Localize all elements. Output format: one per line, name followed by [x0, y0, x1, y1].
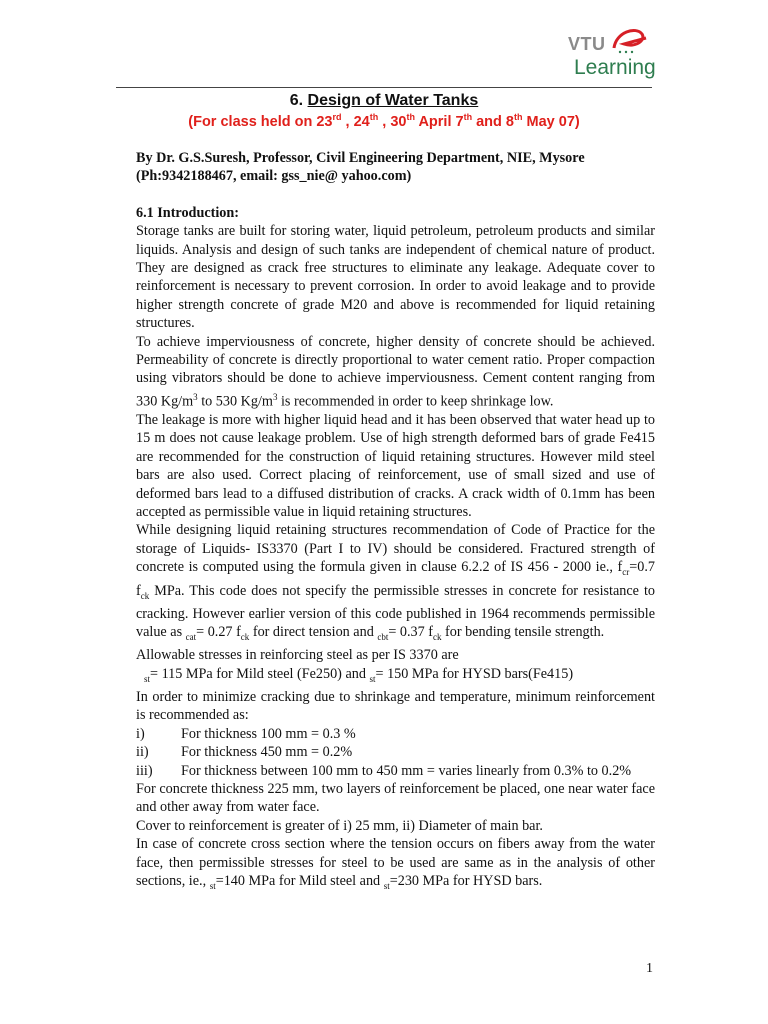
chapter-number: 6. — [289, 92, 304, 109]
paragraph-code-of-practice: While designing liquid retaining structures recommendation of Code of Practice for the storage of Liquids- IS3370 (Part I to IV) should be considered. Fractured strength of concrete is computed using the formula given in clause 6.2.2 of IS 456 - 2000 ie., $f_{cr}=0.7$ $f_{ck}$ MPa. This code does not specify the permissible stresses in concrete for resistance to cracking. However earlier version of this code published in 1964 recommends permissible value as $_{cat}$= 0.27 $f_{ck}$ for direct tension and $_{cbt}$= 0.37 $f_{ck}$ for bending tensile strength. — [136, 522, 655, 642]
chapter-title — [0, 92, 768, 110]
logo-vtu-text: VTU — [568, 34, 606, 54]
list-item: i) For thickness 100 mm = 0.3 % — [136, 725, 356, 742]
paragraph-two-layers: For concrete thickness 225 mm, two layers of reinforcement be placed, one near water face and other away from water face. — [136, 781, 655, 816]
paragraph-min-reinforcement: In order to minimize cracking due to shrinkage and temperature, minimum reinforcement is recommended as: — [136, 689, 655, 724]
chapter-title-text: Design of Water Tanks — [307, 92, 479, 109]
document-body — [136, 149, 655, 895]
paragraph-allowable-stresses: Allowable stresses in reinforcing steel as per IS 3370 are — [136, 647, 459, 664]
page-number: 1 — [646, 961, 653, 976]
contact-line: (Ph:9342188467, email: gss_nie@ yahoo.com) — [136, 168, 412, 185]
paragraph-tension-fibers: In case of concrete cross section where the tension occurs on fibers away from the water face, then permissible stresses for steel to be used are same as in the analysis of other sections, ie., $_{st}$=140 MPa for Mild steel and $_{st}$=230 MPa for HYSD bars. — [136, 836, 655, 891]
paragraph-imperviousness: To achieve imperviousness of concrete, higher density of concrete should be achieved. Permeability of concrete is directly proportional to water cement ratio. Proper compaction using vibrators should be done to achieve imperviousness. Cement content ranging from 330 $Kg/m^3$ to 530 $Kg/m^3$ is recommended in order to keep shrinkage low. — [136, 333, 655, 410]
paragraph-leakage: The leakage is more with higher liquid head and it has been observed that water head up to 15 m does not cause leakage problem. Use of high strength deformed bars of grade Fe415 are recommended for the construction of liquid retaining structures. However mild steel bars are also used. Correct placing of reinforcement, use of small sized and use of deformed bars lead to a diffused distribution of cracks. A crack width of 0.1mm has been accepted as permissible value in liquid retaining structures. — [136, 412, 655, 521]
paragraph-steel-stresses: $_{st}$= 115 MPa for Mild steel (Fe250) and $_{st}$= 150 MPa for HYSD bars(Fe415) — [144, 665, 574, 684]
list-item: ii) For thickness 450 mm = 0.2% — [136, 744, 353, 761]
paragraph-intro: Storage tanks are built for storing water, liquid petroleum, petroleum products and similar liquids. Analysis and design of such tanks are independent of chemical nature of product. They are designed as crack free structures to eliminate any leakage. Adequate cover to reinforcement is necessary to prevent corrosion. In order to avoid leakage and to provide higher strength concrete of grade M20 and above is recommended for liquid retaining structures. — [136, 223, 655, 332]
logo-learning-text: Learning — [574, 56, 656, 79]
author-line: By Dr. G.S.Suresh, Professor, Civil Engineering Department, NIE, Mysore — [136, 150, 585, 166]
list-item: iii) For thickness between 100 mm to 450 mm = varies linearly from 0.3% to 0.2% — [136, 762, 632, 779]
paragraph-cover: Cover to reinforcement is greater of i) 25 mm, ii) Diameter of main bar. — [136, 817, 543, 834]
class-dates-subtitle: (For class held on 23rd , 24th , 30th April 7th and 8th May 07) — [188, 112, 580, 130]
vtu-elearning-logo — [568, 22, 668, 84]
section-heading: 6.1 Introduction: — [136, 204, 240, 221]
header-rule — [116, 87, 652, 88]
